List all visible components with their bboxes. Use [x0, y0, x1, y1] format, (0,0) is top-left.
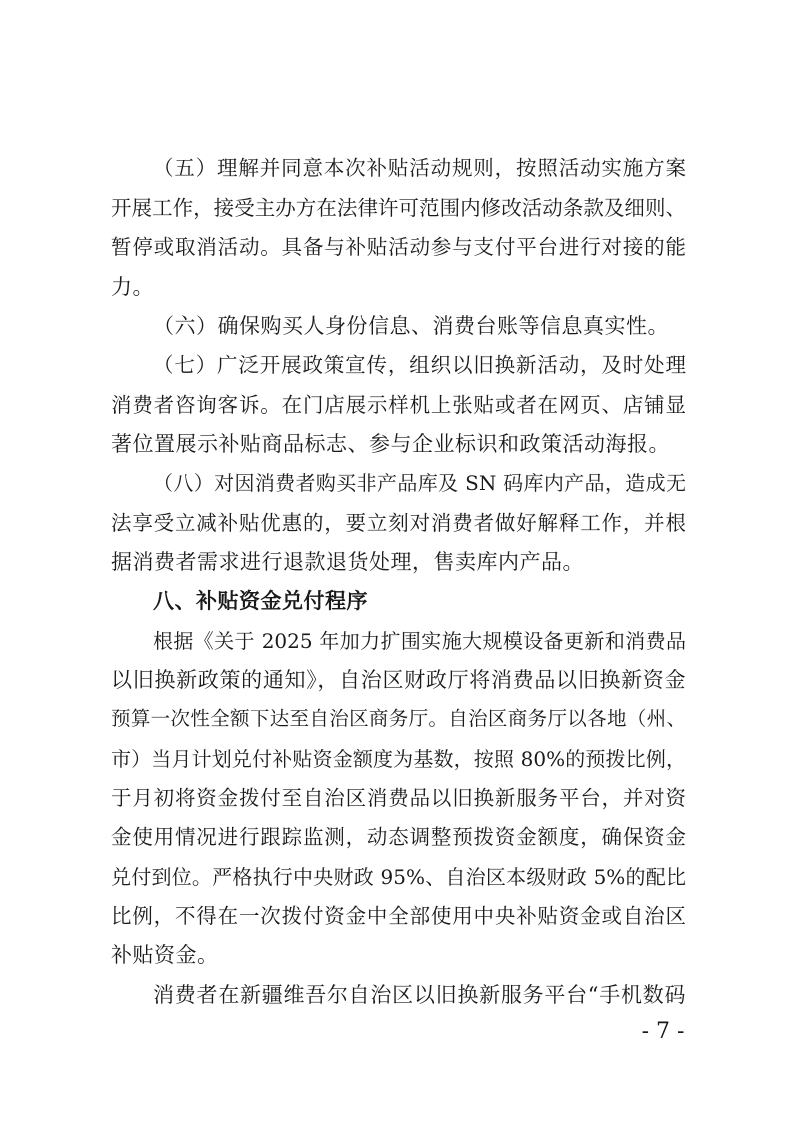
- paragraph-5-line-4: 力。: [111, 275, 154, 299]
- paragraph-funding-line-7: 兑付到位。严格执行中央财政 95%、自治区本级财政 5%的配比: [111, 865, 686, 889]
- paragraph-funding-line-4: 市）当月计划兑付补贴资金额度为基数，按照 80%的预拨比例，: [111, 747, 686, 771]
- paragraph-funding-line-6: 金使用情况进行跟踪监测，动态调整预拨资金额度，确保资金: [111, 825, 686, 849]
- section-heading: 八、补贴资金兑付程序: [153, 589, 368, 613]
- paragraph-5-line-1: （五）理解并同意本次补贴活动规则，按照活动实施方案: [153, 156, 686, 180]
- paragraph-5-line-2: 开展工作，接受主办方在法律许可范围内修改活动条款及细则、: [111, 196, 686, 220]
- paragraph-7-line-1: （七）广泛开展政策宣传，组织以旧换新活动，及时处理: [153, 353, 686, 377]
- paragraph-funding-line-1: 根据《关于 2025 年加力扩围实施大规模设备更新和消费品: [153, 629, 686, 653]
- paragraph-8-line-2: 法享受立减补贴优惠的，要立刻对消费者做好解释工作，并根: [111, 511, 686, 535]
- paragraph-funding-line-2: 以旧换新政策的通知》，自治区财政厅将消费品以旧换新资金: [111, 668, 686, 692]
- paragraph-funding-line-5: 于月初将资金拨付至自治区消费品以旧换新服务平台，并对资: [111, 786, 686, 810]
- paragraph-funding-line-9: 补贴资金。: [111, 943, 219, 967]
- paragraph-consumer-line-1: 消费者在新疆维吾尔自治区以旧换新服务平台“手机数码: [153, 983, 686, 1007]
- paragraph-7-line-2: 消费者咨询客诉。在门店展示样机上张贴或者在网页、店铺显: [111, 393, 686, 417]
- paragraph-funding-line-3: 预算一次性全额下达至自治区商务厅。自治区商务厅以各地（州、: [111, 707, 686, 730]
- paragraph-7-line-3: 著位置展示补贴商品标志、参与企业标识和政策活动海报。: [111, 432, 670, 456]
- paragraph-8-line-3: 据消费者需求进行退款退货处理，售卖库内产品。: [111, 550, 584, 574]
- paragraph-funding-line-8: 比例，不得在一次拨付资金中全部使用中央补贴资金或自治区: [111, 904, 686, 928]
- page-number: - 7 -: [641, 1019, 685, 1044]
- paragraph-5-line-3: 暂停或取消活动。具备与补贴活动参与支付平台进行对接的能: [111, 235, 686, 259]
- paragraph-6-line-1: （六）确保购买人身份信息、消费台账等信息真实性。: [153, 314, 669, 338]
- paragraph-8-line-1: （八）对因消费者购买非产品库及 SN 码库内产品，造成无: [153, 471, 686, 495]
